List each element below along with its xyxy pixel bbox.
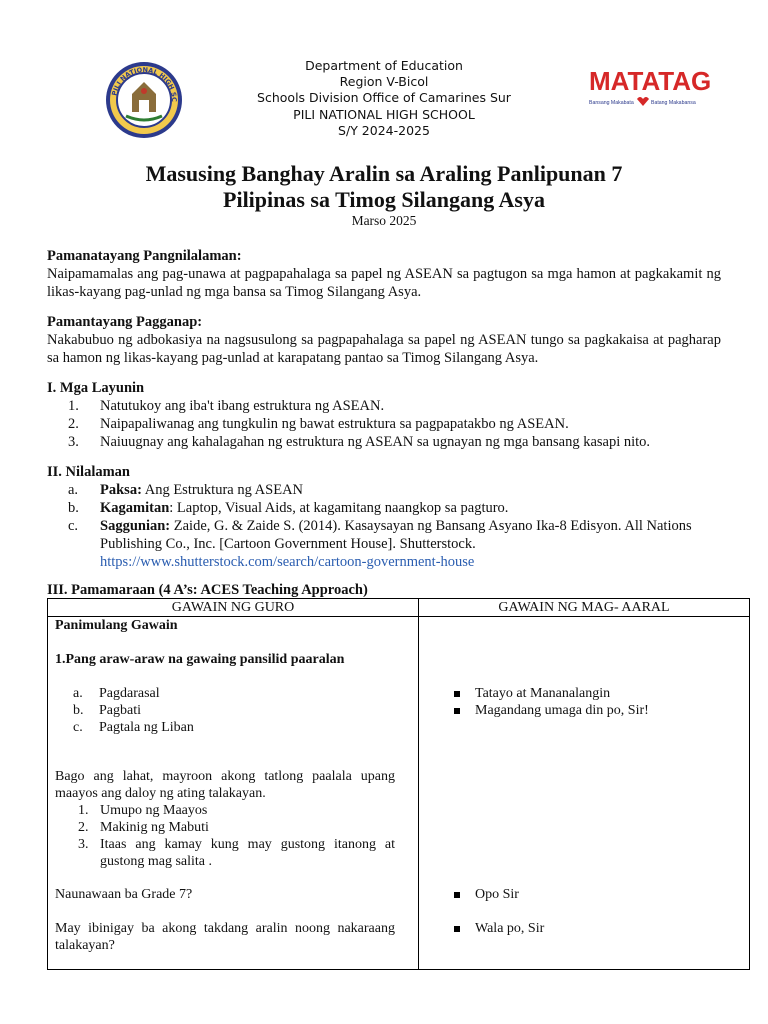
header-line: Region V-Bicol [339,74,429,90]
section-heading: Pamantayang Pagganap: [47,314,203,330]
list-item: 1. Natutukoy ang iba't ibang estruktura ng ASEAN. [68,398,385,414]
bullet-square-icon [454,892,460,898]
response-item: Magandang umaga din po, Sir! [454,702,649,719]
seal-text: PILI NATIONAL HIGH SC [110,65,179,102]
content-list [47,481,721,571]
objectives-list [47,397,721,451]
procedure-table [47,598,750,970]
list-item: 2. Naipapaliwanag ang tungkulin ng bawat estruktura sa pagpapatakbo ng ASEAN. [68,416,569,432]
heart-icon [637,97,649,106]
list-item: c. Pagtala ng Liban [73,720,194,735]
routine-heading: 1.Pang araw-araw na gawaing pansilid paaralan [55,652,345,667]
pamanatayang-section [47,247,721,301]
response-item: Tatayo at Mananalangin [454,685,610,702]
bullet-square-icon [454,926,460,932]
matatag-logo [587,64,712,110]
column-header-guro: GAWAIN NG GURO [48,599,419,617]
list-item: 2. Makinig ng Mabuti [78,820,209,835]
section-body: Naipamamalas ang pag-unawa at pagpapahalaga sa papel ng ASEAN sa pagtugon sa mga hamon at pagkakamit ng likas-kayang pag-unlad ng mga bansa sa Timog Silangang Asya. [47,266,721,300]
teacher-activity-cell [48,617,419,970]
reminders-intro: Bago ang lahat, mayroon akong tatlong paalala upang maayos ang daloy ng ating talakayan. [55,769,395,801]
list-item: c. Saggunian: Zaide, G. & Zaide S. (2014). Kasaysayan ng Bansang Asyano Ika-8 Edisyon. All Nations Publishing Co., Inc. [Cartoon Government House]. Shutterstock. https://www.shutterstock.com/search/cartoon-government-house [68,518,692,570]
list-item: 3. Naiuugnay ang kahalagahan ng estruktura ng ASEAN sa ugnayan ng mga bansang kasapi nito. [68,434,651,450]
matatag-tagline-left: Bansang Makabata [589,100,634,106]
reminders-list [55,802,395,870]
matatag-wordmark: MATATAG [589,66,712,96]
section-heading: III. Pamamaraan (4 A’s: ACES Teaching Approach) [47,582,368,598]
section-body: Nakabubuo ng adbokasiya na nagsusulong sa pagpapahalaga sa papel ng ASEAN tungo sa pagkakaisa at pagharap sa hamon ng likas-kayang pag-unlad at karapatang pantao sa Timog Silangang Asya. [47,332,721,366]
list-item: a. Pagdarasal [73,686,160,701]
list-item: a. Paksa: Ang Estruktura ng ASEAN [68,482,304,498]
nilalaman-section [47,463,721,571]
pamantayang-section [47,313,721,367]
list-item: 3. Itaas ang kamay kung may gustong itanong at gustong mag salita . [78,837,395,869]
section-heading: I. Mga Layunin [47,380,145,396]
column-header-mag-aaral: GAWAIN NG MAG- AARAL [419,599,750,617]
bullet-square-icon [454,708,460,714]
student-activity-cell [419,617,750,970]
section-heading: Pamanatayang Pangnilalaman: [47,248,242,264]
bullet-square-icon [454,691,460,697]
response-item: Opo Sir [454,886,519,903]
question-understood: Naunawaan ba Grade 7? [55,887,193,902]
reference-link[interactable]: https://www.shutterstock.com/search/cartoon-government-house [100,554,475,570]
lesson-date: Marso 2025 [351,213,417,228]
response-item: Wala po, Sir [454,920,544,937]
header-line: Schools Division Office of Camarines Sur [257,90,511,106]
list-item: b. Pagbati [73,703,141,718]
header-line: Department of Education [305,58,463,73]
question-homework: May ibinigay ba akong takdang aralin noong nakaraang talakayan? [55,921,395,953]
header-line: S/Y 2024-2025 [338,122,430,138]
routine-list [73,685,194,736]
header-line: PILI NATIONAL HIGH SCHOOL [293,106,475,122]
list-item: b. Kagamitan: Laptop, Visual Aids, at kagamitang naangkop sa pagturo. [68,500,509,516]
layunin-section [47,379,721,451]
lesson-plan-subtitle: Pilipinas sa Timog Silangang Asya [223,187,545,212]
section-heading: II. Nilalaman [47,464,130,480]
list-item: 1. Umupo ng Maayos [78,803,208,818]
pamamaraan-section [47,581,721,599]
lesson-plan-title: Masusing Banghay Aralin sa Araling Panlipunan 7 [145,161,623,186]
panimula-heading: Panimulang Gawain [55,618,178,633]
matatag-tagline-right: Batang Makabansa [651,100,696,106]
